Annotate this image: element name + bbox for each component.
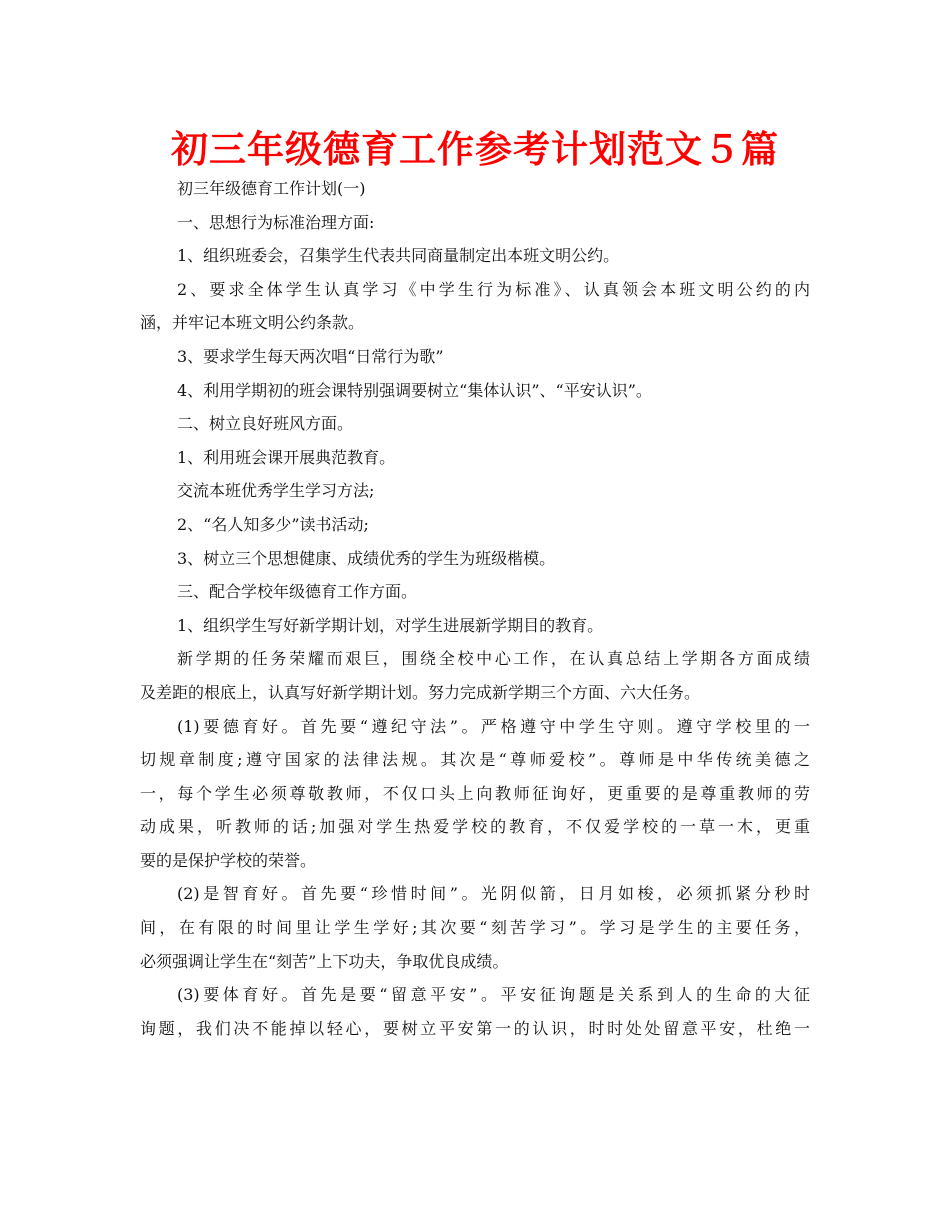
paragraph-line: 交流本班优秀学生学习方法; — [177, 481, 375, 501]
paragraph-line: (1)要德育好。首先要“遵纪守法”。严格遵守中学生守则。遵守学校里的一 — [177, 716, 810, 736]
paragraph-line: 1、利用班会课开展典范教育。 — [177, 447, 396, 467]
paragraph-line: 初三年级德育工作计划(一) — [177, 179, 366, 198]
paragraph-line: 必须强调让学生在“刻苦”上下功夫，争取优良成绩。 — [140, 951, 509, 971]
paragraph-line: 要的是保护学校的荣誉。 — [140, 850, 317, 870]
paragraph-line: 一、思想行为标准治理方面: — [177, 212, 375, 232]
paragraph-line: 2、要求全体学生认真学习《中学生行为标准》、认真领会本班文明公约的内 — [177, 279, 810, 299]
paragraph-line: 新学期的任务荣耀而艰巨，围绕全校中心工作，在认真总结上学期各方面成绩 — [177, 649, 810, 669]
paragraph-line: 涵，并牢记本班文明公约条款。 — [140, 313, 365, 333]
paragraph-line: 切规章制度;遵守国家的法律法规。其次是“尊师爱校”。尊师是中华传统美德之 — [140, 750, 810, 770]
paragraph-line: 1、组织学生写好新学期计划，对学生进展新学期目的教育。 — [177, 615, 604, 635]
paragraph-line: 及差距的根底上，认真写好新学期计划。努力完成新学期三个方面、六大任务。 — [140, 682, 701, 702]
document-title: 初三年级德育工作参考计划范文５篇 — [171, 128, 779, 171]
paragraph-line: 动成果，听教师的话;加强对学生热爱学校的教育，不仅爱学校的一草一木，更重 — [140, 817, 810, 837]
paragraph-line: (3)要体育好。首先是要“留意平安”。平安征询题是关系到人的生命的大征 — [177, 985, 810, 1005]
paragraph-line: 3、要求学生每天两次唱“日常行为歌” — [177, 346, 444, 366]
paragraph-line: (2)是智育好。首先要“珍惜时间”。光阴似箭，日月如梭，必须抓紧分秒时 — [177, 884, 810, 904]
paragraph-line: 4、利用学期初的班会课特别强调要树立“集体认识”、“平安认识”。 — [177, 380, 652, 400]
paragraph-line: 2、“名人知多少”读书活动; — [177, 514, 369, 534]
paragraph-line: 3、树立三个思想健康、成绩优秀的学生为班级楷模。 — [177, 548, 556, 568]
paragraph-line: 一，每个学生必须尊敬教师，不仅口头上向教师征询好，更重要的是尊重教师的劳 — [140, 783, 810, 803]
paragraph-line: 1、组织班委会，召集学生代表共同商量制定出本班文明公约。 — [177, 246, 620, 266]
paragraph-line: 询题，我们决不能掉以轻心，要树立平安第一的认识，时时处处留意平安，杜绝一 — [140, 1018, 810, 1038]
document-body — [140, 172, 810, 1045]
paragraph-line: 二、树立良好班风方面。 — [177, 414, 354, 434]
paragraph-line: 间，在有限的时间里让学生学好;其次要“刻苦学习”。学习是学生的主要任务， — [140, 918, 810, 938]
paragraph-line: 三、配合学校年级德育工作方面。 — [177, 582, 418, 602]
